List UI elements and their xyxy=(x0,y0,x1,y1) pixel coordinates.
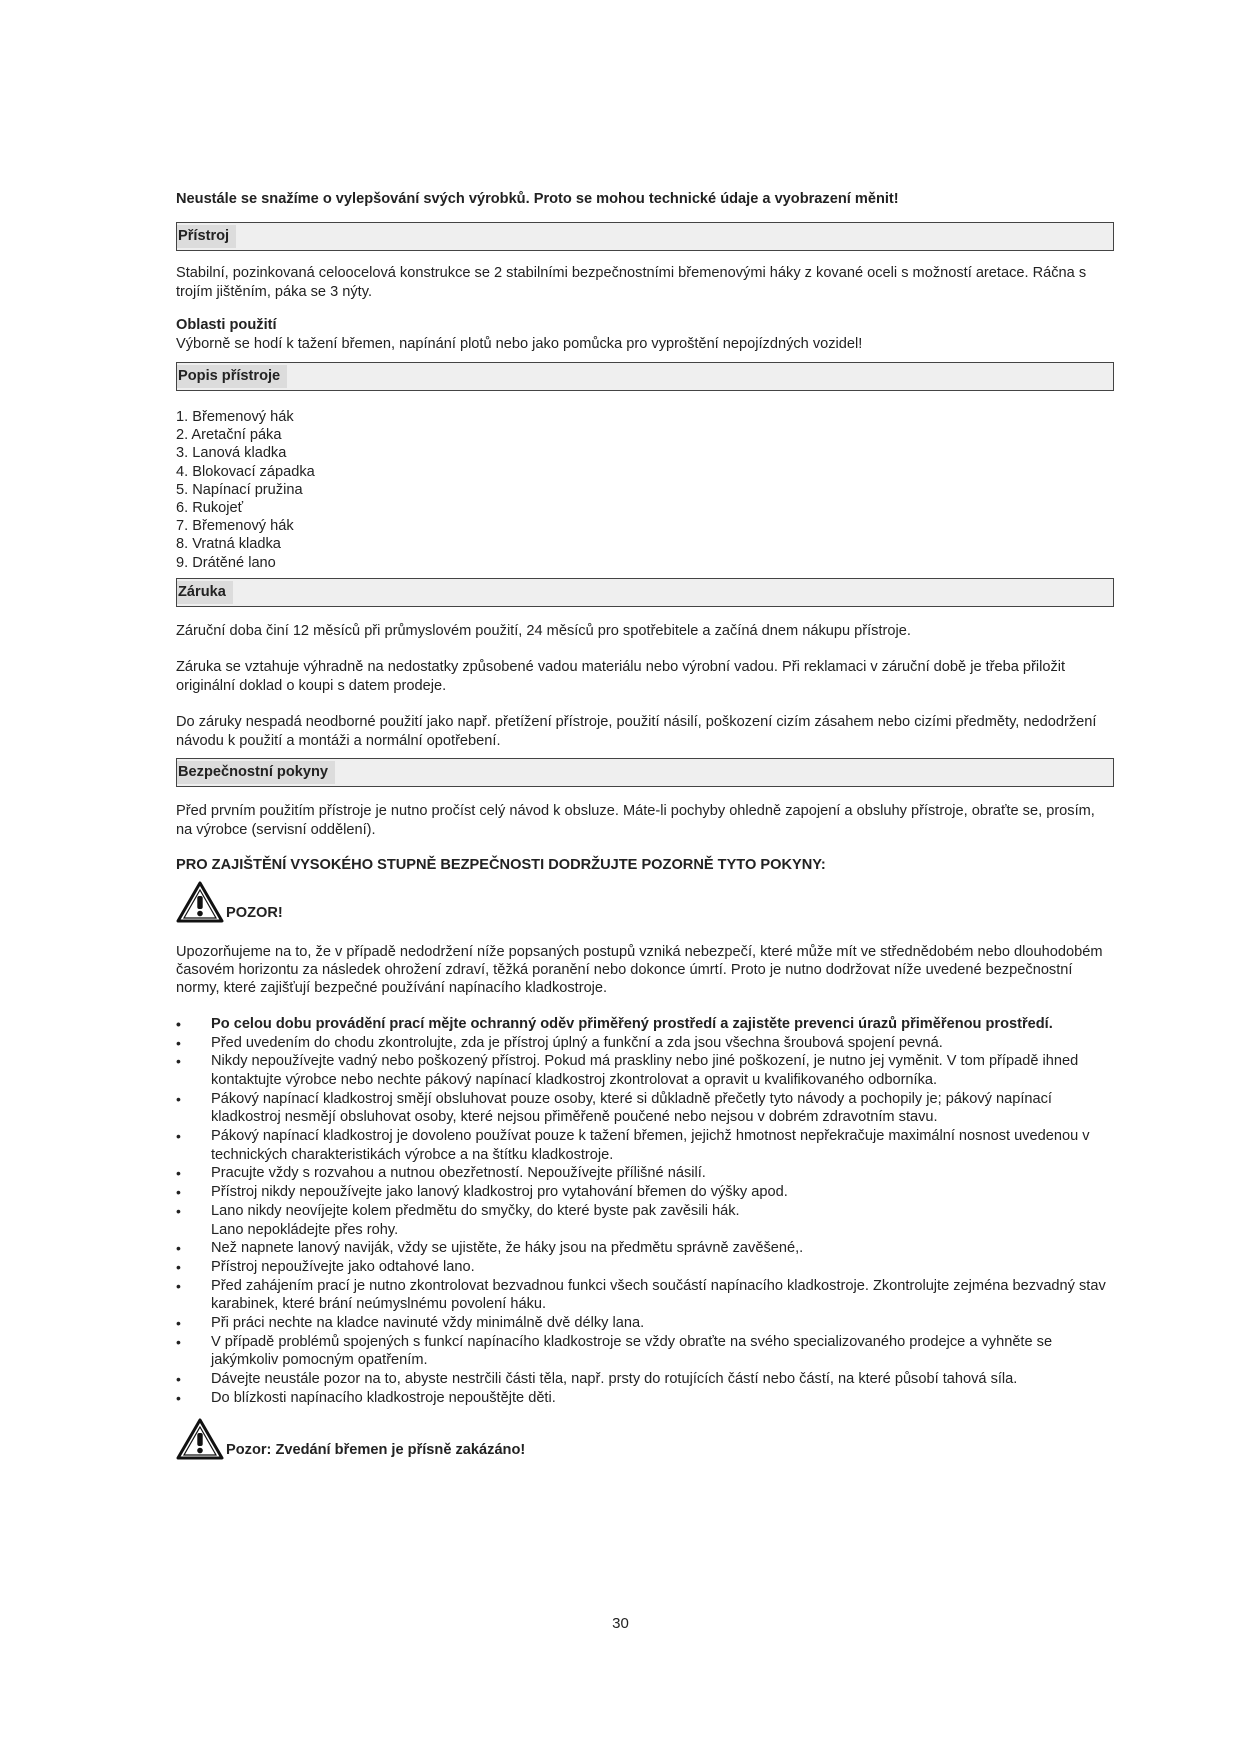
warning-triangle-icon xyxy=(176,881,224,923)
section-header-label: Přístroj xyxy=(177,225,236,248)
section-header-device xyxy=(176,222,1114,251)
safety-intro: Před prvním použitím přístroje je nutno pročíst celý návod k obsluze. Máte-li pochyby ohledně zapojení a obsluhy přístroje, obraťte se, prosím, na výrobce (servisní oddělení). xyxy=(176,802,1095,838)
section-header-label: Popis přístroje xyxy=(177,365,287,388)
usage-text: Výborně se hodí k tažení břemen, napínání plotů nebo jako pomůcka pro vyproštění nepojízdných vozidel! xyxy=(176,336,863,352)
list-item: • Pracujte vždy s rozvahou a nutnou obezřetností. Nepoužívejte přílišné násilí. xyxy=(176,1164,1114,1183)
safety-bullet-list xyxy=(176,1015,1114,1408)
section-header-safety xyxy=(176,758,1114,787)
list-item xyxy=(176,1202,1114,1239)
section-header-description xyxy=(176,362,1114,391)
list-item: • Před zahájením prací je nutno zkontrolovat bezvadnou funkci všech součástí napínacího kladkostroje. Zkontrolujte zejména bezvadný stav karabinek, které brání neúmyslnému povolení háku. xyxy=(176,1277,1114,1314)
final-warning-label: Pozor: Zvedání břemen je přísně zakázáno! xyxy=(226,1441,526,1458)
usage-title: Oblasti použití xyxy=(176,317,277,333)
list-item: 9. Drátěné lano xyxy=(176,554,276,571)
change-notice: Neustále se snažíme o vylepšování svých výrobků. Proto se mohou technické údaje a vyobrazení měnit! xyxy=(176,191,899,207)
document-page xyxy=(176,190,1114,1460)
list-item: • Pákový napínací kladkostroj je dovoleno používat pouze k tažení břemen, jejichž hmotnost nepřekračuje maximální nosnost uvedenou v technických charakteristikách výrobce a na štítku kladkostroje. xyxy=(176,1127,1114,1164)
warning-label: POZOR! xyxy=(226,904,283,921)
list-item: • Před uvedením do chodu zkontrolujte, zda je přístroj úplný a funkční a zda jsou všechna šroubová spojení pevná. xyxy=(176,1034,1114,1053)
list-item: 2. Aretační páka xyxy=(176,427,282,444)
safety-caps-heading: PRO ZAJIŠTĚNÍ VYSOKÉHO STUPNĚ BEZPEČNOSTI DODRŽUJTE POZORNĚ TYTO POKYNY: xyxy=(176,856,826,873)
list-item-text: Lano nikdy neovíjejte kolem předmětu do smyčky, do které byste pak zavěsili hák. xyxy=(211,1202,740,1219)
warning-row xyxy=(176,881,1114,923)
list-item: • Přístroj nikdy nepoužívejte jako lanový kladkostroj pro vytahování břemen do výšky apod. xyxy=(176,1183,1114,1202)
section-header-label: Bezpečnostní pokyny xyxy=(177,761,335,784)
list-item: • Než napnete lanový naviják, vždy se ujistěte, že háky jsou na předmětu správně zavěšené,. xyxy=(176,1239,1114,1258)
list-item: 1. Břemenový hák xyxy=(176,409,294,425)
warranty-text-2: Záruka se vztahuje výhradně na nedostatky způsobené vadou materiálu nebo výrobní vadou. Při reklamaci v záruční době je třeba přiložit originální doklad o koupi s datem prodeje. xyxy=(176,658,1066,694)
list-item: • Při práci nechte na kladce navinuté vždy minimálně dvě délky lana. xyxy=(176,1314,1114,1333)
list-item: • V případě problémů spojených s funkcí napínacího kladkostroje se vždy obraťte na svého specializovaného prodejce a vyhněte se jakýmkoliv pomocným opatřením. xyxy=(176,1333,1114,1370)
list-item: 3. Lanová kladka xyxy=(176,445,287,462)
section-header-label: Záruka xyxy=(177,581,233,604)
final-warning-row xyxy=(176,1418,1114,1460)
device-text: Stabilní, pozinkovaná celoocelová konstrukce se 2 stabilními bezpečnostními břemenovými háky z kované oceli s možností aretace. Ráčna s trojím jištěním, páka se 3 nýty. xyxy=(176,265,1087,300)
list-item: 4. Blokovací západka xyxy=(176,463,315,480)
list-item: 6. Rukojeť xyxy=(176,500,244,517)
warning-triangle-icon xyxy=(176,1418,224,1460)
page-number: 30 xyxy=(612,1615,629,1632)
warning-text: Upozorňujeme na to, že v případě nedodržení níže popsaných postupů vzniká nebezpečí, které může mít ve střednědobém nebo dlouhodobém časovém horizontu za následek ohrožení zdraví, těžká poranění nebo dokonce úmrtí. Proto je nutno dodržovat níže uvedené bezpečnostní normy, které zajišťují bezpečné používání napínacího kladkostroje. xyxy=(176,943,1103,996)
parts-list xyxy=(176,408,1114,572)
section-header-warranty xyxy=(176,578,1114,607)
list-item: 5. Napínací pružina xyxy=(176,481,303,498)
list-item: • Přístroj nepoužívejte jako odtahové lano. xyxy=(176,1258,1114,1277)
list-item: • Po celou dobu provádění prací mějte ochranný oděv přiměřený prostředí a zajistěte prevenci úrazů přiměřenou prostředí. xyxy=(176,1015,1114,1034)
warranty-text-3: Do záruky nespadá neodborné použití jako např. přetížení přístroje, použití násilí, poškození cizím zásahem nebo cizími předměty, nedodržení návodu k použití a montáži a normální opotřebení. xyxy=(176,713,1097,749)
list-item-continuation: Lano nepokládejte přes rohy. xyxy=(211,1221,399,1238)
list-item: 7. Břemenový hák xyxy=(176,518,294,535)
list-item: • Do blízkosti napínacího kladkostroje nepouštějte děti. xyxy=(176,1389,1114,1408)
list-item: • Dávejte neustále pozor na to, abyste nestrčili části těla, např. prsty do rotujících částí nebo částí, na které působí tahová síla. xyxy=(176,1370,1114,1389)
list-item: 8. Vratná kladka xyxy=(176,536,281,553)
warranty-text-1: Záruční doba činí 12 měsíců při průmyslovém použití, 24 měsíců pro spotřebitele a začíná dnem nákupu přístroje. xyxy=(176,622,911,639)
list-item: • Pákový napínací kladkostroj smějí obsluhovat pouze osoby, které si důkladně přečetly tyto návody a pochopily je; pákový napínací kladkostroj nesmějí obsluhovat osoby, které nejsou přiměřeně poučené nebo nejsou v dobrém zdravotním stavu. xyxy=(176,1090,1114,1127)
list-item: • Nikdy nepoužívejte vadný nebo poškozený přístroj. Pokud má praskliny nebo jiné poškození, je nutno jej vyměnit. V tom případě ihned kontaktujte výrobce nebo nechte pákový napínací kladkostroj zkontrolovat a opravit u kvalifikovaného odborníka. xyxy=(176,1052,1114,1089)
